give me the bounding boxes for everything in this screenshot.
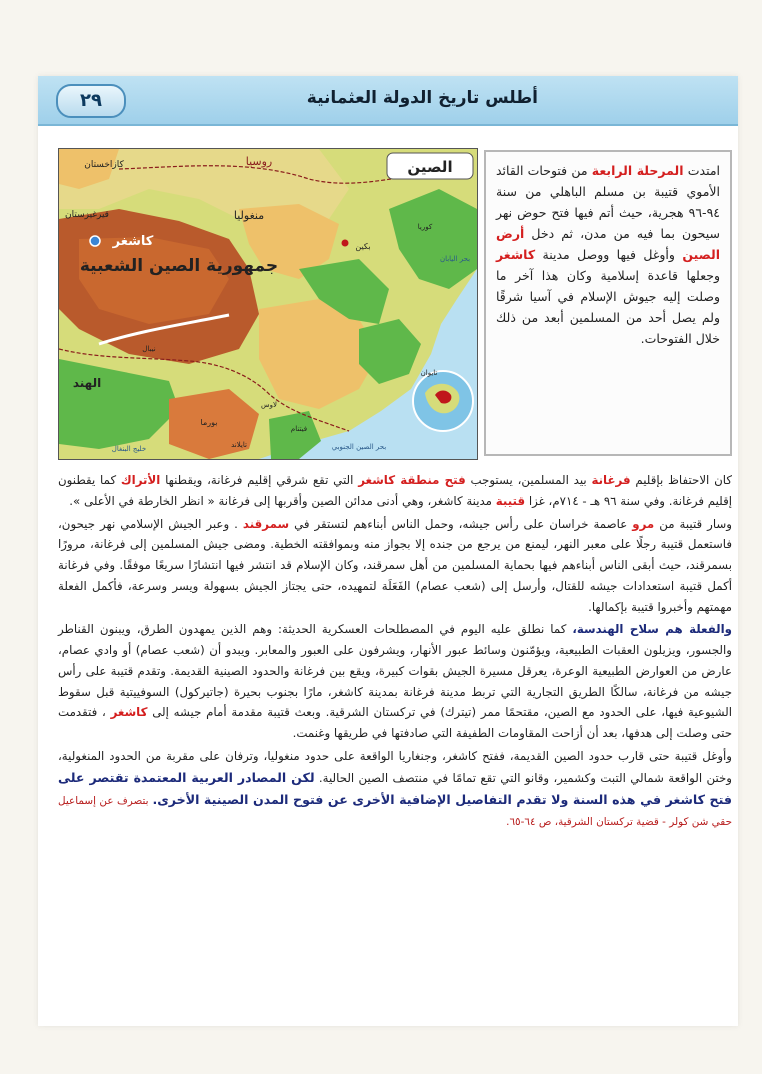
p2-text-b: عاصمة خراسان على رأس جيشه، وحمل الناس أبناءهم لتستقر في <box>294 516 628 531</box>
kyrgyzstan-label: قيرغيزستان <box>65 210 109 220</box>
book-page <box>38 76 738 1026</box>
intro-text-2: من فتوحات القائد الأموي قتيبة بن مسلم الباهلي من سنة ٩٤-٩٦ هجرية، حيث أتم فيها فتح حوض نهر سيحون بما فيه من مدن، ثم دخل <box>496 163 720 241</box>
intro-text-1: امتدت <box>687 163 721 178</box>
korea-label: كوريا <box>417 223 433 231</box>
p2-text-c: . وعبر الجيش الإسلامي نهر جيحون، فاستعمل قتيبة رجلًا على معبر النهر، ليمنع من يرجع من جنده إلا بجواز منه وبموافقته الخطية. ومضى جيش المسلمين إلى فرغانة، مرورًا بسمرقند، حيث أبقى الناس أبناءهم فيها بحماية المسلمين من أهل سمرقند، وكان الإسلام قد انتشر فيها انتشارًا سريعًا موفقًا. وفي فرغانة أكمل قتيبة استعدادات جيشه للقتال، وأرسل إلى (شعب عصام) الفَعَلَة لتمهيده، حتى يجتاز الجيش بسهولة ويسر وسرعة، فأكمل الفعلة مهمتهم وأخبروا قتيبة بإكمالها. <box>58 516 732 614</box>
intro-text-4: وجعلها قاعدة إسلامية وكان هذا آخر ما وصلت إليه جيوش الإسلام في آسيا شرقًا ولم يصل أحد من المسلمين أبعد من ذلك خلال الفتوحات. <box>496 268 720 346</box>
bengal-bay-label: خليج البنغال <box>111 445 147 453</box>
kazakhstan-label: كازاخستان <box>84 160 124 170</box>
p1-text-a: كان الاحتفاظ بإقليم <box>635 473 732 487</box>
p3-text-b: ، فتقدمت حتى وصلت إلى هدفها، بعد أن أزاحت المقاومات الطفيفة التي صادفتها في طريقها وغنمت. <box>58 705 732 740</box>
kashgar-label: كاشغر <box>112 234 154 249</box>
india-label: الهند <box>72 376 102 390</box>
p3-text-a: كما نطلق عليه اليوم في المصطلحات العسكرية الحديثة: وهم الذين يمهدون الطرق، ويبنون القناطر والجسور، ويزيلون العقبات الطبيعية، ويؤمّنون وسائط عبور الأنهار، ويشرفون على العبور والمعابر. ويبدو أن (شعب عصام) أو وادي عصام، عارض من العوارض الطبيعية الوعرة، يعرقل مسيرة الجيش بقوات كبيرة، ويقع بين فرغانة والحدود الصينية القديمة. وتقدم قتيبة على رأس جيشه من فرغانة، سالكًا الطريق التجارية التي تربط مدينة فرغانة بمدينة كاشغر، مارًا بجنوب بحيرة (جاتيركول) السوفييتية قبل سقوط الشيوعية فيها، على الحدود مع الصين، مقتحمًا ممر (تيترك) في تركستان الشرقية. وبعث قتيبة مقدمة أمام جيشه إلى <box>58 622 733 720</box>
intro-highlight-phase: المرحلة الرابعة <box>591 163 684 178</box>
p3-highlight-kashgar: كاشغر <box>110 705 148 720</box>
paragraph-4 <box>58 746 732 832</box>
paragraph-2 <box>58 514 732 618</box>
p1-highlight-turks: الأتراك <box>120 473 161 487</box>
p1-text-e: مدينة كاشغر، وهي أدنى مدائن الصين وأقربها إلى فرغانة « انظر الخارطة في الأعلى ». <box>69 493 492 508</box>
body-text <box>58 470 732 834</box>
laos-label: لاوس <box>261 401 277 409</box>
p4-text-a: وأوغل قتيبة حتى قارب حدود الصين القديمة، ففتح كاشغر، وجنغاريا الواقعة على حدود منغوليا، وترفان على مقربة من الحدود المنغولية، وختن الواقعة شمالي التبت وكشمير، وقانو التي تقع تمامًا في منتصف الصين الحالية. <box>58 748 732 785</box>
mongolia-label: منغوليا <box>233 209 265 222</box>
nepal-label: نيبال <box>142 345 156 353</box>
intro-highlight-kashgar: كاشغر <box>496 247 536 262</box>
paragraph-3 <box>58 619 732 744</box>
p1-text-b: بيد المسلمين، يستوجب <box>470 473 587 487</box>
page-header <box>38 76 738 126</box>
p1-highlight-kashgar-conquest: فتح منطقة كاشغر <box>358 473 466 487</box>
book-title: أطلس تاريخ الدولة العثمانية <box>306 88 538 108</box>
p3-highlight-engineers: والفعلة هم سلاح الهندسة، <box>572 622 732 637</box>
intro-highlight-china: أرض الصين <box>496 226 720 262</box>
p2-highlight-merv: مرو <box>632 516 655 531</box>
p1-text-d: كما يقطنون إقليم فرغانة. وفي سنة ٩٦ هـ - ٧١٤م، غزا <box>58 473 732 508</box>
p1-text-c: التي تقع شرقي إقليم فرغانة، ويقطنها <box>165 473 354 487</box>
p1-highlight-qutayba: قتيبة <box>495 493 526 508</box>
beijing-marker <box>342 240 349 247</box>
china-physical-map <box>58 148 478 460</box>
taiwan-label: تايوان <box>420 369 438 377</box>
kashgar-marker <box>90 236 100 246</box>
source-citation: بتصرف عن إسماعيل حقي شن كولر - قضية تركستان الشرقية، ص ٦٤-٦٥. <box>58 794 732 828</box>
south-china-sea-label: بحر الصين الجنوبي <box>331 443 387 451</box>
map-graphic <box>59 149 477 459</box>
p1-highlight-fergana: فرغانة <box>591 473 631 487</box>
paragraph-1 <box>58 470 732 512</box>
beijing-label: بكين <box>355 242 371 251</box>
intro-text-3: وأوغل فيها ووصل مدينة <box>542 247 675 262</box>
p2-highlight-samarkand: سمرقند <box>242 516 290 531</box>
japan-sea-label: بحر اليابان <box>439 255 471 263</box>
conclusion-text: لكن المصادر العربية المعتمدة تقتصر على فتح كاشغر في هذه السنة ولا تقدم التفاصيل الإضافية الأخرى عن فتوح المدن الصينية الأخرى. <box>58 769 732 807</box>
p2-text-a: وسار قتيبة من <box>659 516 732 531</box>
burma-label: بورما <box>200 418 218 427</box>
map-title: الصين <box>407 158 453 176</box>
intro-box <box>484 150 732 456</box>
vietnam-label: فيتنام <box>290 425 308 433</box>
china-label: جمهورية الصين الشعبية <box>79 256 279 276</box>
page-number: ٢٩ <box>56 84 126 118</box>
russia-label: روسيا <box>245 155 273 168</box>
thailand-label: تايلاند <box>231 441 247 449</box>
